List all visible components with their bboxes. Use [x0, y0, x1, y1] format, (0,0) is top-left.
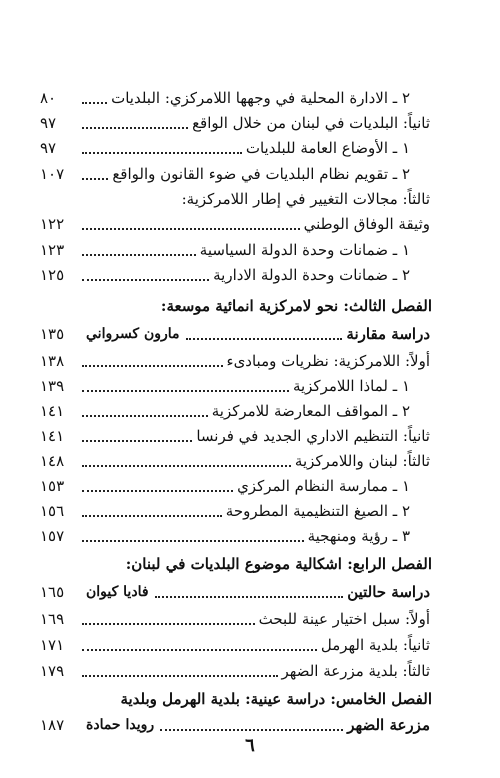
leader-dots — [82, 148, 242, 154]
toc-entry-title: ١ ـ الأوضاع العامة للبلديات — [245, 139, 410, 157]
toc-entry-page: ١٥٣ — [40, 477, 65, 495]
toc-entry-page: ١٦٥ — [40, 583, 65, 601]
toc-entry-title: ١ ـ ممارسة النظام المركزي — [237, 477, 410, 495]
toc-entry — [40, 470, 410, 495]
toc-entry — [40, 629, 430, 654]
toc-entry-title: ٢ ـ المواقف المعارضة للامركزية — [211, 402, 410, 420]
toc-entry-page: ٩٧ — [40, 139, 57, 157]
toc-entry-page: ١٥٦ — [40, 502, 65, 520]
leader-dots — [82, 386, 289, 392]
leader-dots — [82, 361, 223, 367]
toc-entry-title: ثانياً: التنظيم الاداري الجديد في فرنسا — [196, 427, 430, 445]
toc-entry-title: ٣ ـ رؤية ومنهجية — [307, 527, 410, 545]
toc-entry-title: مزرعة الضهر — [347, 716, 430, 734]
chapter-heading — [40, 290, 432, 315]
leader-dots — [186, 334, 343, 340]
toc-entry — [40, 709, 430, 734]
toc-entry-title: أولاً: اللامركزية: نظريات ومبادىء — [226, 352, 430, 370]
toc-entry-title: ثالثاً: لبنان واللامركزية — [294, 452, 430, 470]
toc-entry — [40, 183, 430, 208]
toc-entry-page: ١٤٨ — [40, 452, 65, 470]
chapter-title: الفصل الثالث: نحو لامركزية انمائية موسعة: — [160, 297, 432, 315]
toc-entry — [40, 345, 430, 370]
toc-entry-author: فاديا كيوان — [86, 584, 149, 600]
toc-entry-page: ١٤١ — [40, 427, 65, 445]
leader-dots — [82, 411, 208, 417]
toc-entry-title: ٢ ـ الادارة المحلية في وجهها اللامركزي: البلديات — [111, 89, 410, 107]
toc-entry — [40, 576, 430, 601]
page-number: ٦ — [245, 735, 255, 756]
toc-entry — [40, 318, 430, 343]
toc-entry — [40, 82, 410, 107]
toc-entry-page: ١٨٧ — [40, 716, 65, 734]
toc-entry-title: ثالثاً: مجالات التغيير في إطار اللامركزية: — [181, 190, 430, 208]
toc-entry-page: ١٢٣ — [40, 241, 65, 259]
toc-entry — [40, 420, 430, 445]
toc-entry-title: ٢ ـ تقويم نظام البلديات في ضوء القانون والواقع — [112, 165, 410, 183]
toc-entry-title: ٢ ـ الصيغ التنظيمية المطروحة — [225, 502, 410, 520]
leader-dots — [82, 536, 304, 542]
leader-dots — [155, 592, 344, 598]
toc-entry — [40, 107, 430, 132]
chapter-heading — [40, 683, 432, 708]
leader-dots — [82, 275, 209, 281]
toc-entry-title: ثالثاً: بلدية مزرعة الضهر — [281, 662, 430, 680]
toc-entry — [40, 132, 410, 157]
toc-entry — [40, 158, 410, 183]
toc-entry-title: دراسة مقارنة — [346, 325, 430, 343]
toc-entry — [40, 655, 430, 680]
toc-entry-page: ١٣٥ — [40, 325, 65, 343]
leader-dots — [82, 461, 291, 467]
toc-entry — [40, 520, 410, 545]
leader-dots — [82, 224, 300, 230]
toc-entry — [40, 603, 430, 628]
toc-entry-page: ١٧٩ — [40, 662, 65, 680]
toc-entry — [40, 208, 430, 233]
toc-entry-page: ١٦٩ — [40, 610, 65, 628]
leader-dots — [160, 725, 343, 731]
toc-entry — [40, 259, 410, 284]
toc-entry — [40, 395, 410, 420]
toc-entry-title: ثانياً: بلدية الهرمل — [320, 636, 430, 654]
toc-entry-title: دراسة حالتين — [347, 583, 430, 601]
toc-entry-page: ١٤١ — [40, 402, 65, 420]
toc-entry-author: رويدا حمادة — [86, 717, 155, 733]
toc-entry-page: ١٥٧ — [40, 527, 65, 545]
toc-entry-page: ٨٠ — [40, 89, 57, 107]
toc-entry-page: ١٢٢ — [40, 215, 65, 233]
leader-dots — [82, 436, 192, 442]
toc-entry-page: ٩٧ — [40, 114, 57, 132]
chapter-title: الفصل الخامس: دراسة عينية: بلدية الهرمل وبلدية — [120, 690, 432, 708]
toc-entry-title: ١ ـ لماذا اللامركزية — [292, 377, 410, 395]
chapter-title: الفصل الرابع: اشكالية موضوع البلديات في لبنان: — [125, 555, 432, 573]
leader-dots — [82, 619, 255, 625]
toc-entry-page: ١٠٧ — [40, 165, 65, 183]
toc-entry — [40, 370, 410, 395]
toc-entry-page: ١٣٨ — [40, 352, 65, 370]
toc-entry — [40, 234, 410, 259]
toc-entry-author: مارون كسرواني — [86, 326, 180, 342]
toc-entry-page: ١٣٩ — [40, 377, 65, 395]
leader-dots — [82, 486, 233, 492]
toc-entry-page: ١٧١ — [40, 636, 65, 654]
leader-dots — [82, 645, 317, 651]
leader-dots — [82, 174, 108, 180]
toc-entry — [40, 445, 430, 470]
leader-dots — [82, 123, 188, 129]
leader-dots — [82, 671, 278, 677]
toc-entry-title: ١ ـ ضمانات وحدة الدولة السياسية — [199, 241, 410, 259]
toc-entry-page: ١٢٥ — [40, 266, 65, 284]
toc-entry-title: أولاً: سبل اختيار عينة للبحث — [258, 610, 430, 628]
toc-entry-title: ٢ ـ ضمانات وحدة الدولة الادارية — [213, 266, 410, 284]
toc-entry — [40, 495, 410, 520]
leader-dots — [82, 511, 222, 517]
toc-entry-title: وثيقة الوفاق الوطني — [303, 215, 430, 233]
toc-entry-title: ثانياً: البلديات في لبنان من خلال الواقع — [192, 114, 430, 132]
chapter-heading — [40, 548, 432, 573]
leader-dots — [82, 98, 107, 104]
leader-dots — [82, 250, 196, 256]
